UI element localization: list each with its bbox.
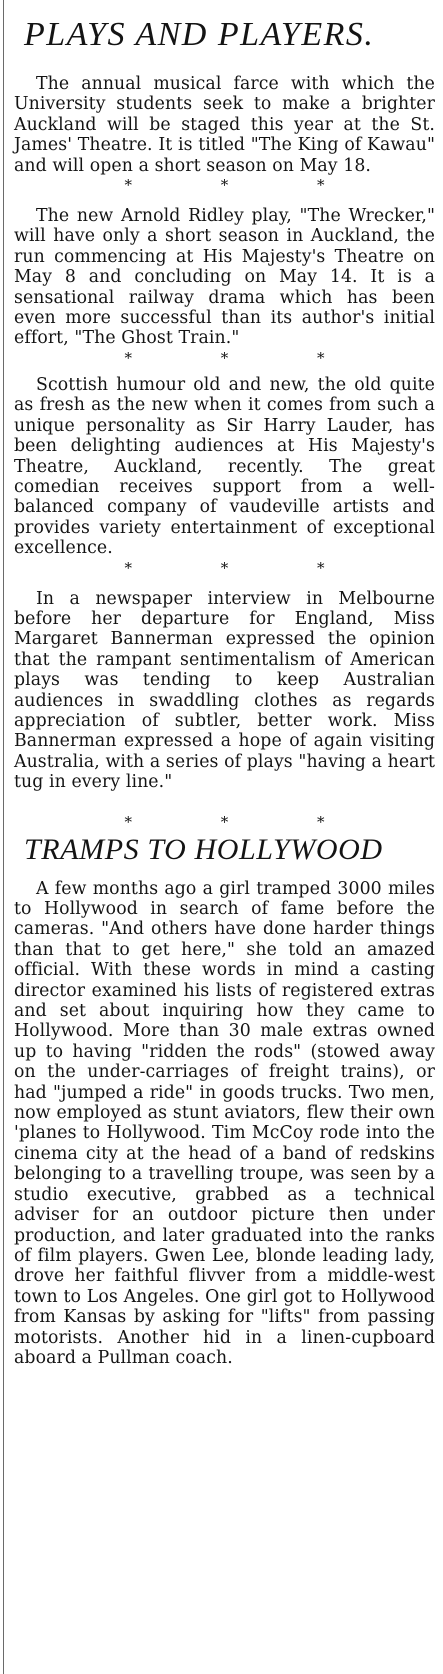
separator-star: * bbox=[317, 176, 325, 195]
column-rule bbox=[3, 0, 4, 1674]
article-paragraph-hollywood-arrivals: A few months ago a girl tramped 3000 miles to Hollywood in search of fame before the cameras. "And others have done harder things than that to get here," she told an amazed official. With these words in mind a casting director examined his lists of registered extras and set about inquiring how they came to Hollywood. More than 30 male extras owned up to having "ridden the rods" (stowed away on the under-carriages of freight trains), or had "jumped a ride" in goods trucks. Two men, now employed as stunt aviators, flew their own 'planes to Hollywood. Tim McCoy rode into the cinema city at the head of a band of redskins belonging to a travelling troupe, was seen by a studio executive, grabbed as a technical adviser for an outdoor picture then under production, and later graduated into the ranks of film players. Gwen Lee, blonde leading lady, drove her faithful flivver from a middle-west town to Los Angeles. One girl got to Hollywood from Kansas by asking for "lifts" from passing motorists. Another hid in a linen-cupboard aboard a Pullman coach. bbox=[14, 878, 435, 1368]
separator-star: * bbox=[124, 176, 132, 195]
star-separator bbox=[125, 559, 325, 577]
section-heading-tramps-to-hollywood: TRAMPS TO HOLLYWOOD bbox=[24, 832, 383, 866]
star-separator bbox=[125, 349, 325, 367]
article-paragraph-margaret-bannerman: In a newspaper interview in Melbourne before her departure for England, Miss Margaret Bannerman expressed the opinion that the rampant sentimentalism of American plays was tending to keep Australian audiences in swaddling clothes as regards appreciation of subtler, better work. Miss Bannerman expressed a hope of again visiting Australia, with a series of plays "having a heart tug in every line." bbox=[14, 588, 435, 793]
star-separator bbox=[125, 813, 325, 831]
separator-star: * bbox=[317, 348, 325, 367]
separator-star: * bbox=[124, 812, 132, 831]
separator-star: * bbox=[317, 558, 325, 577]
separator-star: * bbox=[317, 812, 325, 831]
article-paragraph-university-farce: The annual musical farce with which the University students seek to make a brighter Auckland will be staged this year at the St. James' Theatre. It is titled "The King of Kawau" and will open a short season on May 18. bbox=[14, 74, 435, 176]
star-separator bbox=[125, 176, 325, 194]
separator-star: * bbox=[220, 348, 229, 367]
section-heading-plays-and-players: PLAYS AND PLAYERS. bbox=[24, 16, 375, 53]
newspaper-column bbox=[12, 0, 437, 1368]
separator-star: * bbox=[124, 558, 132, 577]
separator-star: * bbox=[220, 558, 229, 577]
separator-star: * bbox=[124, 348, 132, 367]
separator-star: * bbox=[220, 176, 229, 195]
article-paragraph-harry-lauder: Scottish humour old and new, the old quite as fresh as the new when it comes from such a unique personality as Sir Harry Lauder, has been delighting audiences at His Majesty's Theatre, Auckland, recently. The great comedian receives support from a well-balanced company of vaudeville artists and provides variety entertainment of exceptional excellence. bbox=[14, 374, 435, 559]
article-paragraph-the-wrecker: The new Arnold Ridley play, "The Wrecker," will have only a short season in Auckland, the run commencing at His Majesty's Theatre on May 8 and concluding on May 14. It is a sensational railway drama which has been even more successful than its author's initial effort, "The Ghost Train." bbox=[14, 206, 435, 349]
separator-star: * bbox=[220, 812, 229, 831]
